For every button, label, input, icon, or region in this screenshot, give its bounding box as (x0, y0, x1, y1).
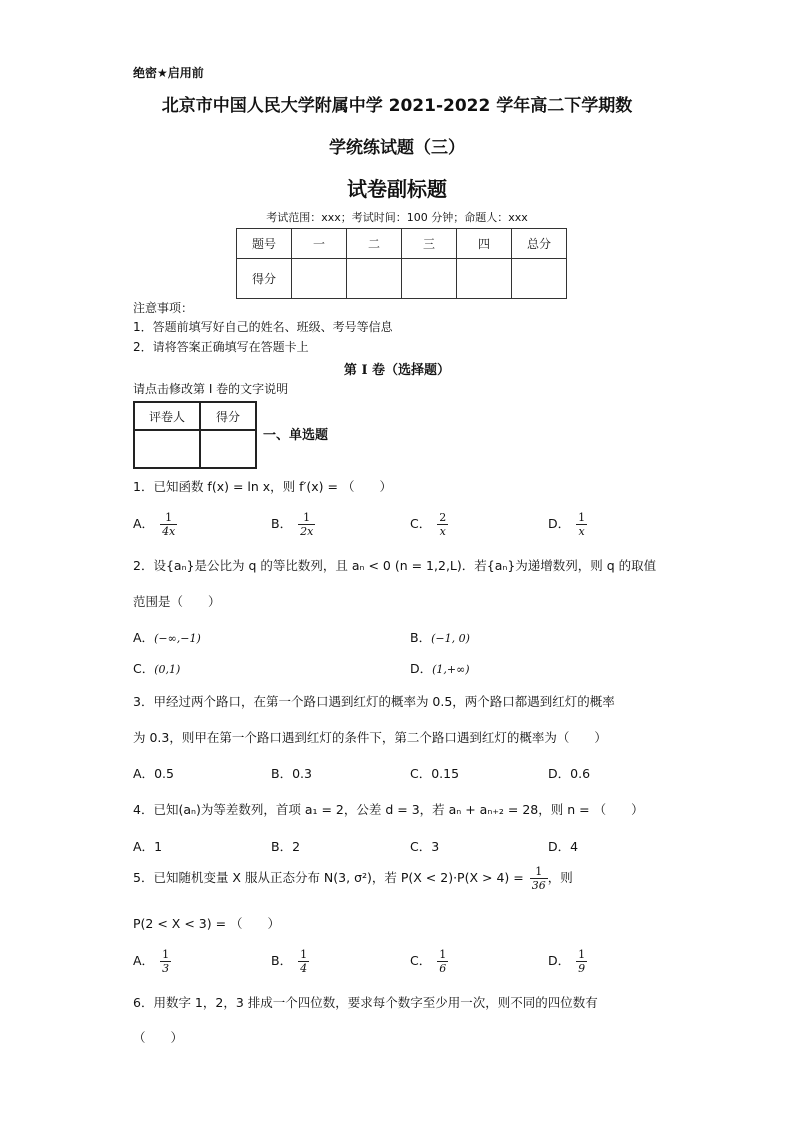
fraction: $\frac{1}{x}$ (578, 511, 586, 538)
option-c: C．3 (410, 839, 440, 854)
option-b: B．2 (271, 839, 301, 854)
part1-title: 第 I 卷（选择题） (343, 363, 451, 378)
option-c: C． $\frac{1}{6}$ (410, 948, 447, 975)
question-stem: 2．设{aₙ}是公比为 q 的等比数列，且 aₙ < 0 (n = 1,2,L)．若{aₙ}为递增数列，则 q 的取值 (133, 558, 657, 573)
score-cell (512, 259, 567, 299)
exam-info: 考试范围：xxx；考试时间：100 分钟；命题人：xxx (266, 211, 528, 224)
option-a (133, 511, 177, 538)
part1-hint: 请点击修改第 I 卷的文字说明 (133, 382, 289, 396)
grader-table (133, 401, 257, 469)
exam-title-line1: 北京市中国人民大学附属中学 2021-2022 学年高二下学期数 (161, 96, 633, 116)
option-d: D．4 (548, 839, 579, 854)
option-d: D．(1,+∞) (410, 661, 470, 676)
exam-title-line2: 学统练试题（三） (329, 138, 465, 158)
score-header-cell: 三 (402, 229, 457, 259)
grader-cell (200, 430, 256, 468)
question-stem: 范围是（ ） (133, 594, 221, 609)
question-stem: 1．已知函数 f(x) = ln x，则 f′(x) = （ ） (133, 479, 392, 494)
score-header-cell: 题号 (237, 229, 292, 259)
question-stem: P(2 < X < 3) = （ ） (133, 916, 281, 931)
fraction: $\frac{1}{4}$ (300, 948, 308, 975)
option-a: A．(−∞,−1) (133, 630, 201, 645)
option-d: D． $\frac{1}{9}$ (548, 948, 586, 975)
option-c: C．(0,1) (133, 661, 181, 676)
fraction: $\frac{1}{3}$ (162, 948, 170, 975)
fraction: $\frac{1}{9}$ (578, 948, 586, 975)
score-cell (402, 259, 457, 299)
score-header-cell: 二 (347, 229, 402, 259)
grader-cell (134, 430, 200, 468)
option-b (271, 511, 315, 538)
option-a: A．1 (133, 839, 163, 854)
option-label: B． (271, 516, 293, 531)
grader-header: 评卷人 (134, 402, 200, 430)
question-stem: 3．甲经过两个路口，在第一个路口遇到红灯的概率为 0.5，两个路口都遇到红灯的概率 (133, 694, 615, 709)
question-stem: 为 0.3，则甲在第一个路口遇到红灯的条件下，第二个路口遇到红灯的概率为（ ） (133, 730, 607, 745)
score-header-cell: 四 (457, 229, 512, 259)
question-stem: （ ） (133, 1030, 184, 1045)
exam-subtitle: 试卷副标题 (347, 177, 447, 201)
option-c (410, 511, 448, 538)
question-stem: 6．用数字 1，2，3 排成一个四位数，要求每个数字至少用一次，则不同的四位数有 (133, 995, 598, 1010)
score-header-cell: 总分 (512, 229, 567, 259)
option-d (548, 511, 587, 538)
fraction: $\frac{1}{36}$ (531, 865, 546, 892)
notes-item: 1．答题前填写好自己的姓名、班级、考号等信息 (133, 320, 393, 334)
score-cell (347, 259, 402, 299)
option-b: B．(−1, 0) (410, 630, 470, 645)
option-label: A． (133, 516, 155, 531)
score-row-label: 得分 (237, 259, 292, 299)
score-table (236, 228, 567, 299)
section-title: 一、单选题 (263, 428, 329, 443)
fraction: $\frac{1}{6}$ (439, 948, 447, 975)
score-header-cell: 一 (292, 229, 347, 259)
notes-item: 2．请将答案正确填写在答题卡上 (133, 340, 309, 354)
option-a: A．0.5 (133, 766, 174, 781)
score-cell (292, 259, 347, 299)
fraction: $\frac{1}{2x}$ (300, 511, 314, 538)
option-b: B．0.3 (271, 766, 312, 781)
grader-header: 得分 (200, 402, 256, 430)
notes-title: 注意事项： (133, 301, 194, 315)
question-stem: 4．已知(aₙ)为等差数列，首项 a₁ = 2，公差 d = 3，若 aₙ + aₙ₊₂ = 28，则 n = （ ） (133, 802, 644, 817)
option-d: D．0.6 (548, 766, 591, 781)
fraction: $\frac{2}{x}$ (439, 511, 447, 538)
secret-label: 绝密★启用前 (133, 66, 204, 80)
question-stem: 5．已知随机变量 X 服从正态分布 N(3, σ²)，若 P(X < 2)·P(X > 4) = $\frac{1}{36}$ ，则 (133, 865, 573, 892)
option-label: C． (410, 516, 432, 531)
score-cell (457, 259, 512, 299)
option-b: B． $\frac{1}{4}$ (271, 948, 308, 975)
option-a: A． $\frac{1}{3}$ (133, 948, 170, 975)
option-label: D． (548, 516, 571, 531)
option-c: C．0.15 (410, 766, 460, 781)
fraction: $\frac{1}{4x}$ (162, 511, 176, 538)
